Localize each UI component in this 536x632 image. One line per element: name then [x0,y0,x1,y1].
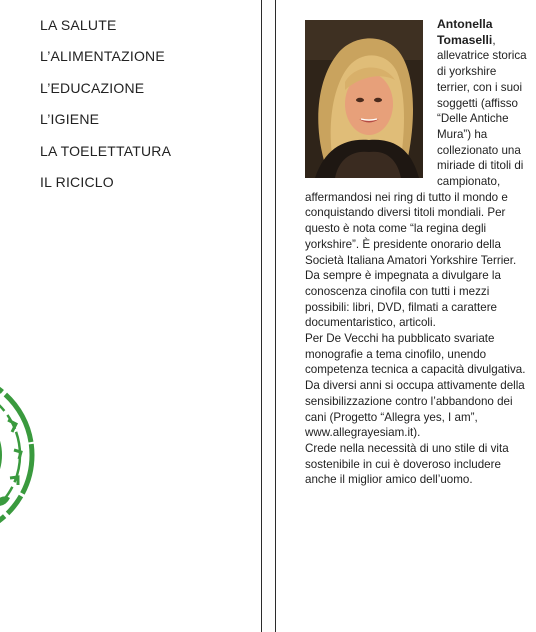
bio-paragraph-2: Per De Vecchi ha pubblicato svariate monografie a tema cinofilo, unendo competenza tecnica a capacità divulgativa. [305,332,526,377]
topic-item: LA SALUTE [40,17,117,33]
topic-item: IL RICICLO [40,173,114,190]
author-portrait [305,20,423,178]
topics-list [40,16,171,204]
left-flap [0,0,262,632]
bio-paragraph-3: Da diversi anni si occupa attivamente della sensibilizzazione contro l’abbandono dei cani (Progetto “Allegra yes, I am”, www.allegrayesiam.it). [305,379,525,440]
topic-item: L’EDUCAZIONE [40,79,145,96]
fold-line-left [261,0,262,632]
right-flap [276,0,536,632]
topic-item: L’IGIENE [40,111,100,128]
topic-item: LA TOELETTATURA [40,142,172,159]
recycling-stamp-icon [0,360,40,550]
bio-paragraph-1: , allevatrice storica di yorkshire terrier, con i suoi soggetti (affisso “Delle Antiche Mura”) ha collezionato una miriade di titoli di campionato, affermandosi nei ring di tutto il mondo e conquistando diversi titoli mondiali. Per questo è nota come “la regina degli yorkshire”. È presidente onorario della Società Italiana Amatori Yorkshire Terrier. Da sempre è impegnata a divulgare la conoscenza cinofila con tutti i mezzi possibili: libri, DVD, filmati a carattere documentaristico, articoli. [305,33,527,330]
bio-paragraph-4: Crede nella necessità di uno stile di vita sostenibile in cui è doveroso includere anche il miglior amico dell’uomo. [305,441,509,487]
author-name: Antonella Tomaselli [437,17,493,47]
author-bio [305,17,531,488]
topic-item: L’ALIMENTAZIONE [40,48,165,65]
